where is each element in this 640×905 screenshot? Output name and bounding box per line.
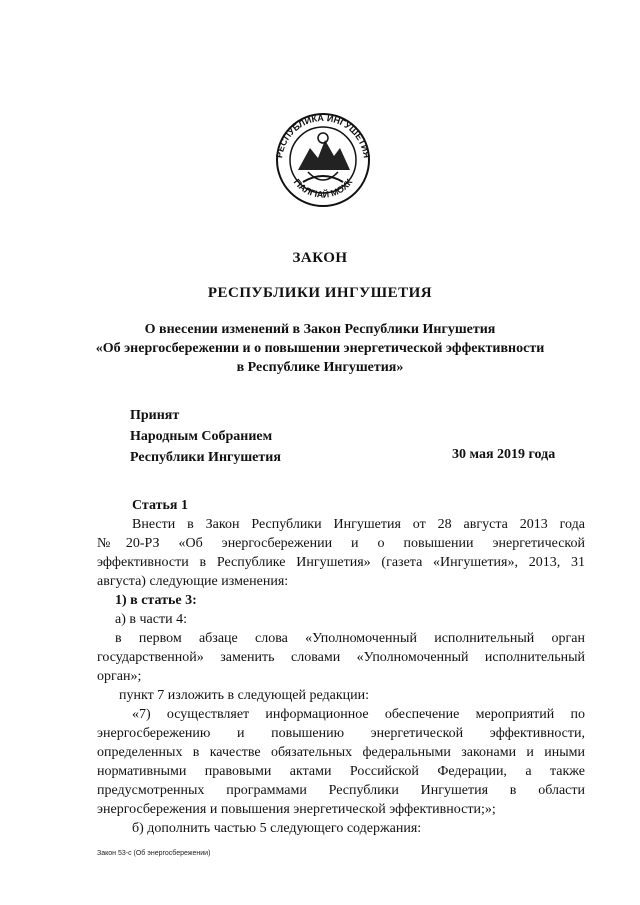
subject-line: в Республике Ингушетия» [236,360,404,375]
body-line: «7) осуществляет информационное обеспечение мероприятий по [132,707,585,722]
body-line: государственной» заменить словами «Уполномоченный исполнительный [97,650,585,665]
body-line: б) дополнить частью 5 следующего содержания: [132,821,422,836]
document-body [97,496,585,838]
body-line: эффективности в Республике Ингушетия» (газета «Ингушетия», 2013, 31 [97,555,585,570]
body-line: пункт 7 изложить в следующей редакции: [119,688,369,703]
adoption-date: 30 мая 2019 года [452,447,556,462]
adoption-line: Республики Ингушетия [130,450,281,465]
document-subtitle: РЕСПУБЛИКИ ИНГУШЕТИЯ [207,285,433,301]
body-line: определенных в качестве обязательных федеральными законами и иными [97,745,585,760]
footer-note: Закон 53-с (Об энергосбережении) [97,850,211,857]
body-line: 1) в статье 3: [115,593,197,608]
adoption-block [130,405,281,468]
emblem-top-text: РЕСПУБЛИКА ИНГУШЕТИЯ [274,112,372,159]
body-line: предусмотренных программами Республики Ингушетия в области [97,783,585,798]
document-title: ЗАКОН [292,250,348,266]
article-title: Статья 1 [132,498,188,513]
subject-line: О внесении изменений в Закон Республики Ингушетия [144,322,496,337]
body-line: энергосбережению и повышению энергетической эффективности, [97,726,585,741]
subject-line: «Об энергосбережении и о повышении энергетической эффективности [95,341,545,356]
body-line: нормативными правовыми актами Российской Федерации, а также [97,764,585,779]
body-line: орган»; [97,669,142,684]
coat-of-arms-emblem [268,110,378,210]
body-line: энергосбережения и повышения энергетической эффективности;»; [97,802,496,817]
adoption-line: Народным Собранием [130,429,273,444]
emblem-bottom-text: ГІАЛГІАЙ МОХК [291,177,355,200]
adoption-line: Принят [130,408,180,423]
body-line: Внести в Закон Республики Ингушетия от 28 августа 2013 года [132,517,585,532]
body-line: №20-РЗ «Об энергосбережении и о повышении энергетической [97,536,585,551]
body-line: августа) следующие изменения: [97,574,289,589]
body-line: в первом абзаце слова «Уполномоченный исполнительный орган [115,631,585,646]
body-line: а) в части 4: [115,612,187,627]
